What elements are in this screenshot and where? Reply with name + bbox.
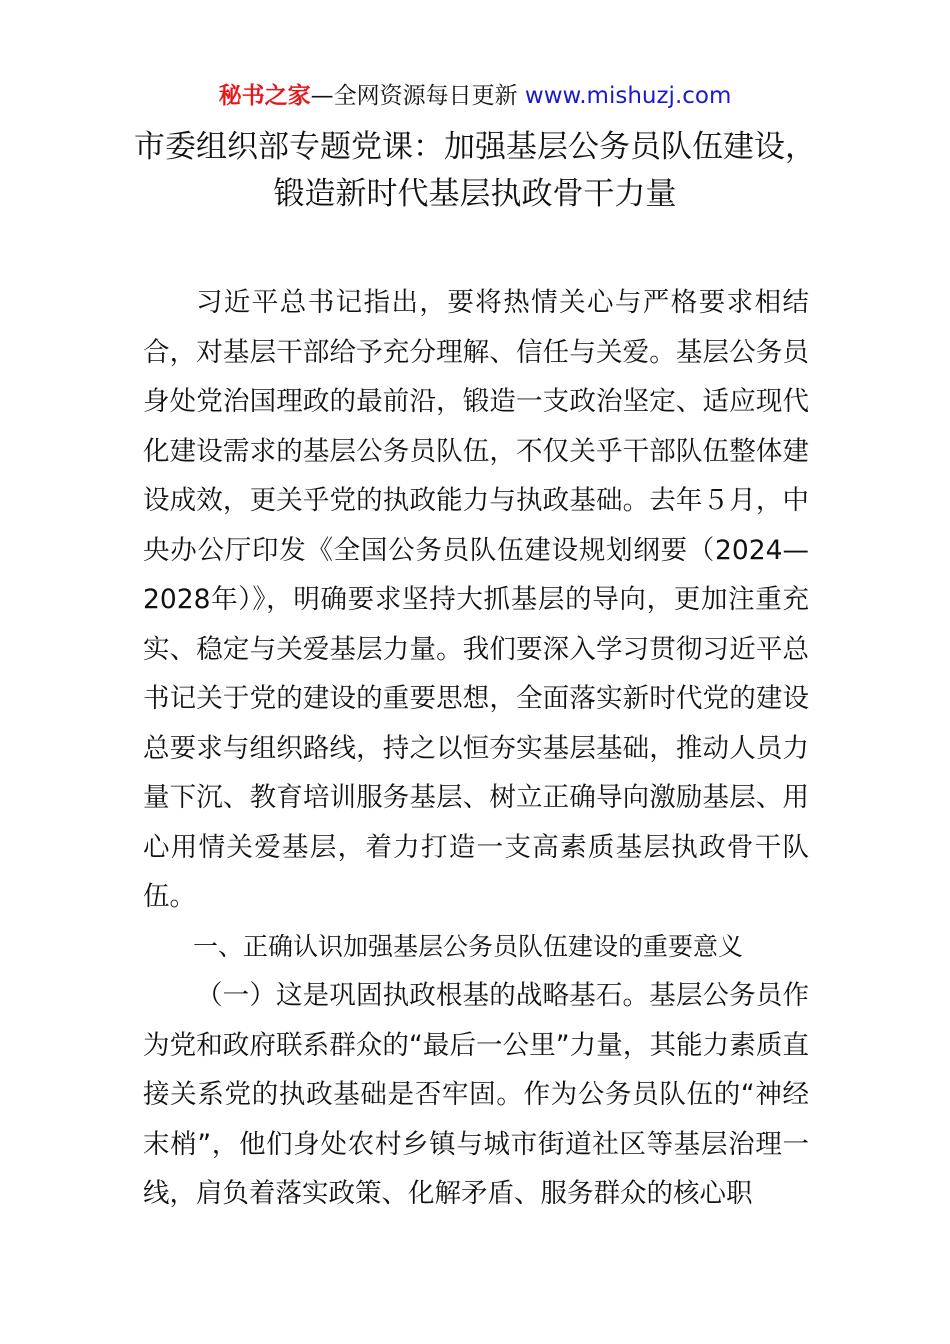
section-heading: 一、正确认识加强基层公务员队伍建设的重要意义 [193, 931, 744, 961]
site-header [0, 80, 950, 112]
document-title: 市委组织部专题党课：加强基层公务员队伍建设，锻造新时代基层执政骨干力量 [134, 129, 816, 212]
site-tagline: —全网资源每日更新 [310, 83, 518, 109]
subsection-paragraph: （一）这是巩固执政根基的战略基石。基层公务员作为党和政府联系群众的“最后一公里”力量，其能力素质直接关系党的执政基础是否牢固。作为公务员队伍的“神经末梢”，他们身处农村乡镇与城市街道社区等基层治理一线，肩负着落实政策、化解矛盾、服务群众的核心职 [143, 980, 809, 1209]
document-body [143, 278, 809, 1219]
site-url-link[interactable]: www.mishuzj.com [524, 83, 732, 109]
intro-paragraph: 习近平总书记指出，要将热情关心与严格要求相结合，对基层干部给予充分理解、信任与关爱。基层公务员身处党治国理政的最前沿，锻造一支政治坚定、适应现代化建设需求的基层公务员队伍，不仅关乎干部队伍整体建设成效，更关乎党的执政能力与执政基础。去年５月，中央办公厅印发《全国公务员队伍建设规划纲要（2024—2028年）》，明确要求坚持大抓基层的导向，更加注重充实、稳定与关爱基层力量。我们要深入学习贯彻习近平总书记关于党的建设的重要思想，全面落实新时代党的建设总要求与组织路线，持之以恒夯实基层基础，推动人员力量下沉、教育培训服务基层、树立正确导向激励基层、用心用情关爱基层，着力打造一支高素质基层执政骨干队伍。 [143, 287, 809, 912]
site-brand: 秘书之家 [218, 83, 311, 109]
